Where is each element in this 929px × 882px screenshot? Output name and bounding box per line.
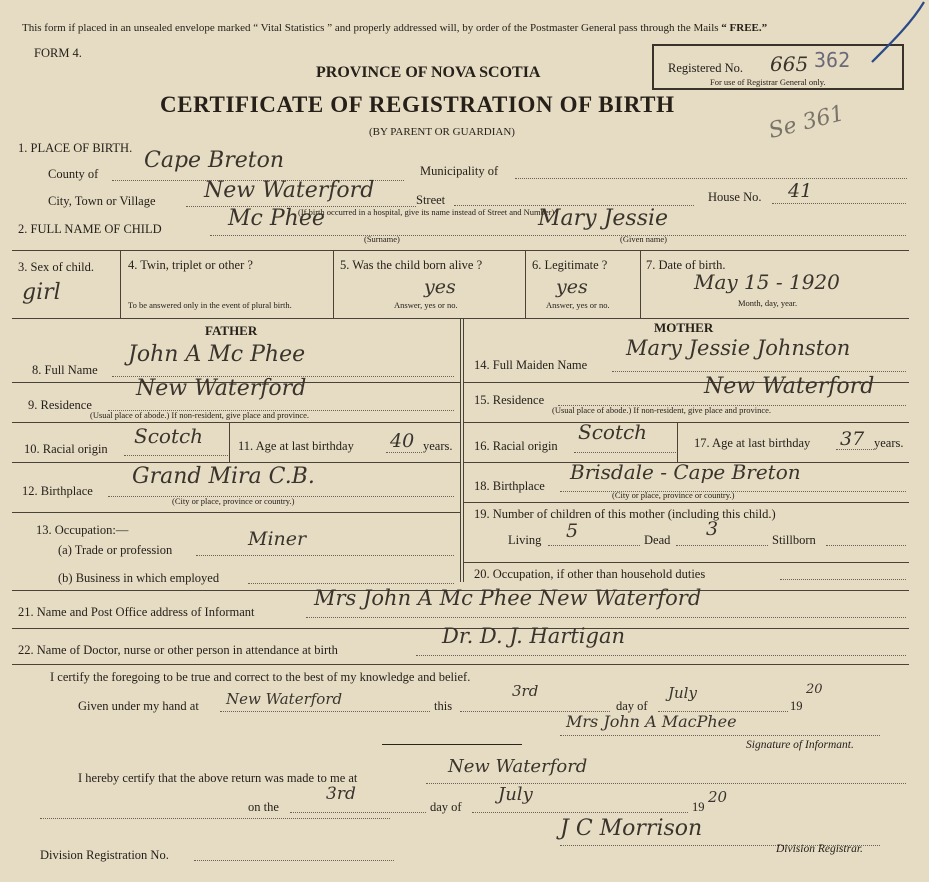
mother-residence-value: New Waterford	[704, 374, 875, 399]
registered-stamp: 362	[814, 48, 851, 72]
mother-name-value: Mary Jessie Johnston	[626, 336, 851, 360]
document-subtitle: (BY PARENT OR GUARDIAN)	[369, 126, 515, 138]
informant-label: 21. Name and Post Office address of Informant	[18, 605, 255, 619]
father-birthplace-label: 12. Birthplace	[22, 484, 93, 498]
year-value: 20	[806, 682, 823, 697]
mother-age-unit: years.	[874, 436, 904, 450]
county-label: County of	[48, 167, 99, 181]
registrar-month-value: July	[498, 784, 533, 805]
mother-race-label: 16. Racial origin	[474, 439, 558, 453]
father-race-value: Scotch	[134, 424, 204, 448]
hospital-note: (If birth occurred in a hospital, give its name instead of Street and Number)	[298, 207, 555, 217]
legitimate-label: 6. Legitimate ?	[532, 258, 608, 272]
doctor-label: 22. Name of Doctor, nurse or other person in attendance at birth	[18, 643, 338, 657]
registrar-certification-text: I hereby certify that the above return was made to me at	[78, 771, 358, 785]
postal-notice	[22, 22, 767, 34]
registrar-signature: J C Morrison	[560, 816, 703, 841]
given-place-value: New Waterford	[226, 690, 343, 708]
child-surname: Mc Phee	[228, 206, 325, 231]
father-age-value: 40	[390, 430, 415, 452]
registrar-year-prefix: 19	[692, 800, 705, 814]
mother-birthplace-note: (City or place, province or country.)	[612, 490, 735, 500]
date-of-birth-value: May 15 - 1920	[694, 270, 840, 294]
father-race-label: 10. Racial origin	[24, 442, 108, 456]
province-heading: PROVINCE OF NOVA SCOTIA	[316, 64, 541, 81]
father-heading: FATHER	[205, 323, 258, 338]
mother-residence-label: 15. Residence	[474, 393, 545, 407]
mother-age-label: 17. Age at last birthday	[694, 436, 811, 450]
mother-race-value: Scotch	[578, 420, 648, 444]
day-of-label: day of	[616, 699, 648, 713]
document-title: CERTIFICATE OF REGISTRATION OF BIRTH	[160, 92, 675, 117]
dead-label: Dead	[644, 533, 671, 547]
margin-note: Se 361	[766, 101, 847, 144]
doctor-value: Dr. D. J. Hartigan	[442, 624, 626, 648]
house-value: 41	[788, 180, 813, 202]
surname-caption: (Surname)	[364, 234, 400, 244]
on-the-value: 3rd	[326, 784, 356, 804]
street-label: Street	[416, 193, 446, 207]
mother-name-label: 14. Full Maiden Name	[474, 358, 588, 372]
pen-stroke	[860, 0, 929, 72]
born-alive-caption: Answer, yes or no.	[394, 300, 458, 310]
business-label: (b) Business in which employed	[58, 571, 220, 585]
date-caption: Month, day, year.	[738, 298, 798, 308]
children-count-label: 19. Number of children of this mother (including this child.)	[474, 507, 776, 521]
father-birthplace-note: (City or place, province or country.)	[172, 496, 295, 506]
dead-value: 3	[706, 518, 719, 540]
living-value: 5	[566, 520, 579, 542]
father-residence-label: 9. Residence	[28, 398, 92, 412]
born-alive-value: yes	[424, 276, 456, 298]
father-residence-note: (Usual place of abode.) If non-resident, give place and province.	[90, 410, 310, 420]
father-age-label: 11. Age at last birthday	[238, 439, 354, 453]
registrar-place-value: New Waterford	[448, 756, 588, 777]
registrar-signature-caption: Division Registrar.	[776, 843, 863, 855]
registered-number: 665	[770, 52, 809, 76]
house-label: House No.	[708, 190, 762, 204]
year-prefix: 19	[790, 699, 803, 713]
informant-certification-text: I certify the foregoing to be true and correct to the best of my knowledge and belief.	[50, 670, 471, 684]
twin-label: 4. Twin, triplet or other ?	[128, 258, 253, 272]
stillborn-label: Stillborn	[772, 533, 816, 547]
mother-occupation-label: 20. Occupation, if other than household duties	[474, 567, 706, 581]
place-of-birth-heading: 1. PLACE OF BIRTH.	[18, 141, 133, 155]
twin-note: To be answered only in the event of plural birth.	[128, 300, 292, 310]
registered-label: Registered No.	[668, 61, 743, 75]
city-value: New Waterford	[204, 178, 375, 203]
legitimate-value: yes	[556, 276, 588, 298]
father-occupation-label: 13. Occupation:—	[36, 523, 129, 537]
informant-signature-caption: Signature of Informant.	[746, 739, 854, 751]
this-label: this	[434, 699, 453, 713]
trade-label: (a) Trade or profession	[58, 543, 173, 557]
legitimate-caption: Answer, yes or no.	[546, 300, 610, 310]
on-the-label: on the	[248, 800, 279, 814]
informant-signature: Mrs John A MacPhee	[566, 712, 737, 731]
mother-residence-note: (Usual place of abode.) If non-resident, give place and province.	[552, 405, 772, 415]
city-label: City, Town or Village	[48, 194, 156, 208]
month-value: July	[668, 684, 697, 702]
born-alive-label: 5. Was the child born alive ?	[340, 258, 483, 272]
sex-value: girl	[22, 280, 61, 305]
mother-heading: MOTHER	[654, 320, 714, 335]
father-age-unit: years.	[423, 439, 453, 453]
this-day-value: 3rd	[512, 682, 539, 700]
municipality-label: Municipality of	[420, 164, 499, 178]
father-name-label: 8. Full Name	[32, 363, 98, 377]
registrar-day-of-label: day of	[430, 800, 462, 814]
living-label: Living	[508, 533, 542, 547]
father-residence-value: New Waterford	[136, 376, 307, 401]
free-label: “ FREE.”	[721, 22, 768, 34]
division-registration-label: Division Registration No.	[40, 848, 169, 862]
mother-age-value: 37	[840, 428, 865, 450]
child-given-name: Mary Jessie	[538, 206, 669, 231]
form-number: FORM 4.	[34, 46, 82, 60]
given-name-caption: (Given name)	[620, 234, 667, 244]
trade-value: Miner	[248, 528, 307, 550]
mother-birthplace-label: 18. Birthplace	[474, 479, 545, 493]
county-value: Cape Breton	[144, 148, 285, 173]
registered-note: For use of Registrar General only.	[710, 77, 826, 87]
child-name-label: 2. FULL NAME OF CHILD	[18, 222, 162, 236]
date-of-birth-label: 7. Date of birth.	[646, 258, 726, 272]
sex-label: 3. Sex of child.	[18, 260, 95, 274]
father-birthplace-value: Grand Mira C.B.	[132, 464, 315, 489]
mother-birthplace-value: Brisdale - Cape Breton	[570, 460, 801, 484]
registrar-year-value: 20	[708, 788, 728, 806]
postal-notice-text: This form if placed in an unsealed envelope marked “ Vital Statistics ” and properly addressed will, by order of the Postmaster General pass through the Mails	[22, 22, 719, 34]
father-name-value: John A Mc Phee	[128, 342, 306, 367]
given-under-hand-label: Given under my hand at	[78, 699, 199, 713]
informant-value: Mrs John A Mc Phee New Waterford	[314, 586, 702, 610]
